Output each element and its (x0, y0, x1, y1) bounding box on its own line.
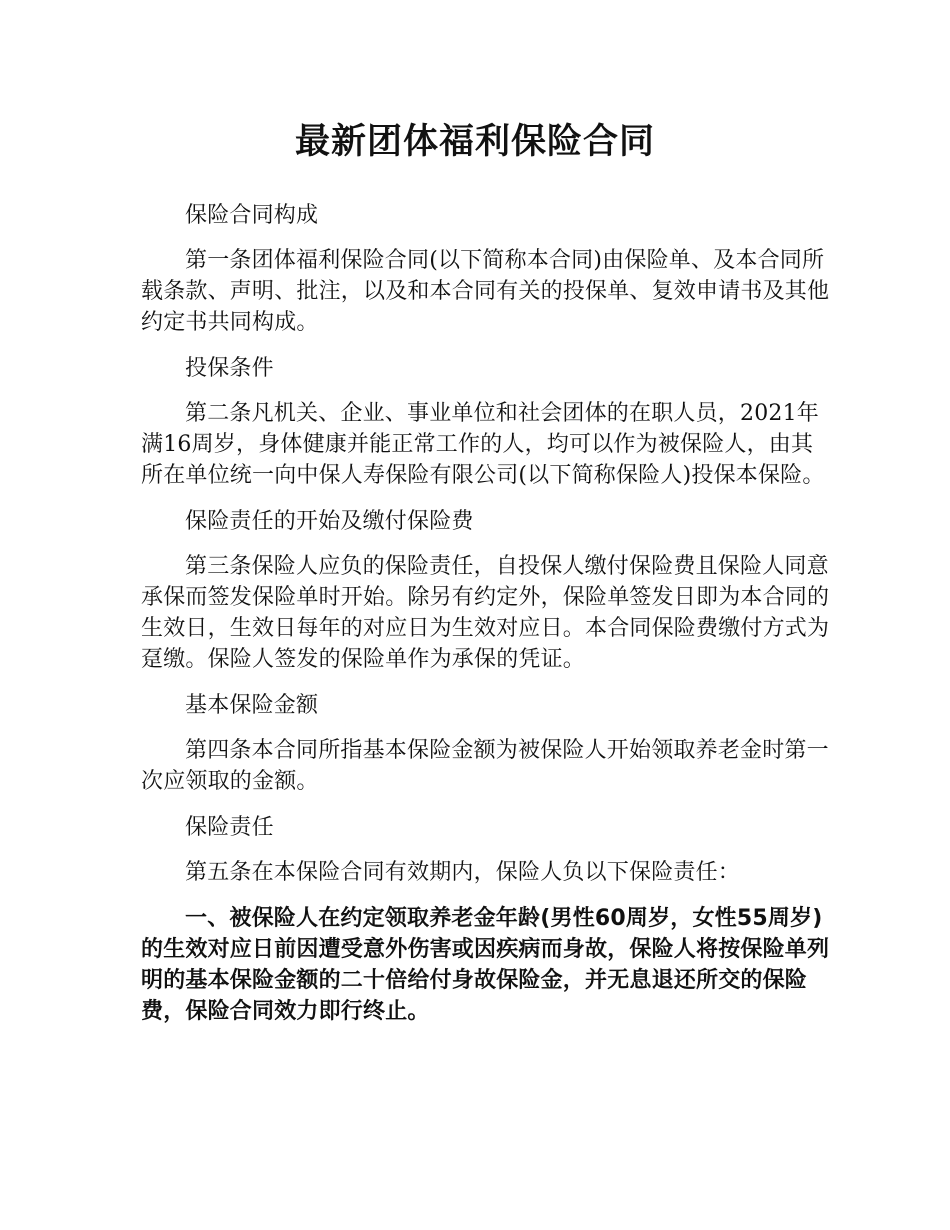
article-4: 第四条本合同所指基本保险金额为被保险人开始领取养老金时第一次应领取的金额。 (141, 738, 829, 794)
section-heading-liability: 保险责任 (185, 815, 274, 840)
clause-one-bold: 一、被保险人在约定领取养老金年龄(男性60周岁，女性55周岁)的生效对应日前因遭受意外伤害或因疾病而身故，保险人将按保险单列明的基本保险金额的二十倍给付身故保险金，并无息退还所交的保险费，保险合同效力即行终止。 (141, 906, 830, 1024)
section-heading-conditions: 投保条件 (185, 356, 274, 381)
document-body (141, 200, 831, 1027)
section-heading-composition: 保险合同构成 (185, 203, 319, 228)
section-heading-start-of-liability: 保险责任的开始及缴付保险费 (185, 509, 474, 534)
section-heading-basic-amount: 基本保险金额 (185, 693, 319, 718)
article-2: 第二条凡机关、企业、事业单位和社会团体的在职人员，2021年满16周岁，身体健康并能正常工作的人，均可以作为被保险人，由其所在单位统一向中保人寿保险有限公司(以下简称保险人)投保本保险。 (141, 401, 825, 488)
article-5: 第五条在本保险合同有效期内，保险人负以下保险责任： (185, 860, 741, 885)
document-title: 最新团体福利保险合同 (294, 122, 655, 162)
article-3: 第三条保险人应负的保险责任，自投保人缴付保险费且保险人同意承保而签发保险单时开始。除另有约定外，保险单签发日即为本合同的生效日，生效日每年的对应日为生效对应日。本合同保险费缴付方式为趸缴。保险人签发的保险单作为承保的凭证。 (141, 554, 830, 672)
article-1: 第一条团体福利保险合同(以下简称本合同)由保险单、及本合同所载条款、声明、批注，以及和本合同有关的投保单、复效申请书及其他约定书共同构成。 (141, 248, 830, 335)
